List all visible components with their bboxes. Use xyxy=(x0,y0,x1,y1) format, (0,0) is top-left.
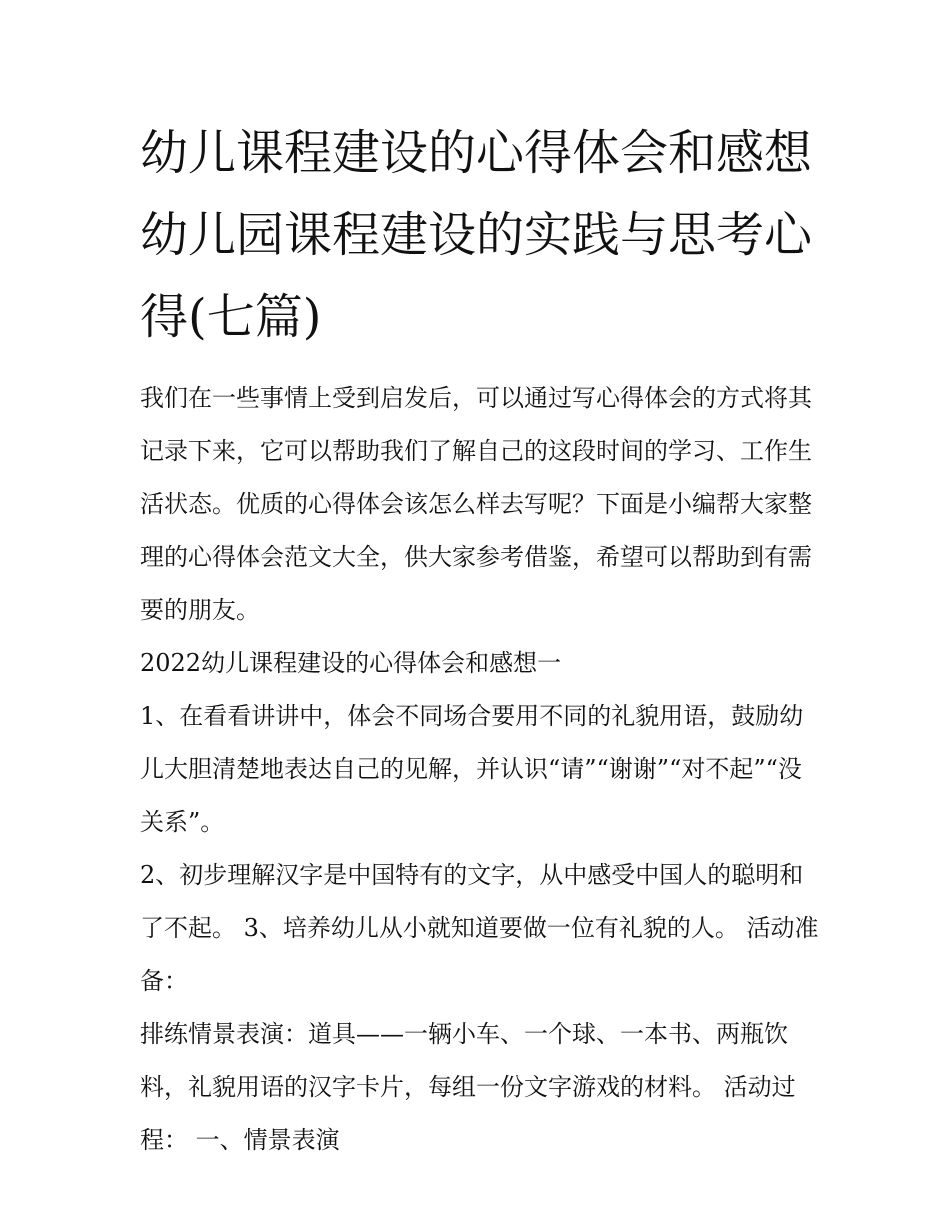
goal-item-1: 1、在看看讲讲中，体会不同场合要用不同的礼貌用语，鼓励幼儿大胆清楚地表达自己的见解，并认识“请”“谢谢”“对不起”“没关系”。 xyxy=(140,702,804,836)
document-page xyxy=(140,112,820,1167)
goal-item-2-3: 2、初步理解汉字是中国特有的文字，从中感受中国人的聪明和了不起。 3、培养幼儿从小就知道要做一位有礼貌的人。 活动准备： xyxy=(140,861,819,995)
intro-paragraph: 我们在一些事情上受到启发后，可以通过写心得体会的方式将其记录下来，它可以帮助我们了解自己的这段时间的学习、工作生活状态。优质的心得体会该怎么样去写呢？下面是小编帮大家整理的心得体会范文大全，供大家参考借鉴，希望可以帮助到有需要的朋友。 xyxy=(140,384,812,624)
document-title: 幼儿课程建设的心得体会和感想 幼儿园课程建设的实践与思考心得(七篇) xyxy=(140,125,813,345)
section-heading: 2022幼儿课程建设的心得体会和感想一 xyxy=(140,649,562,677)
preparation-paragraph: 排练情景表演：道具——一辆小车、一个球、一本书、两瓶饮料，礼貌用语的汉字卡片，每组一份文字游戏的材料。 活动过程： 一、情景表演 xyxy=(140,1020,796,1154)
